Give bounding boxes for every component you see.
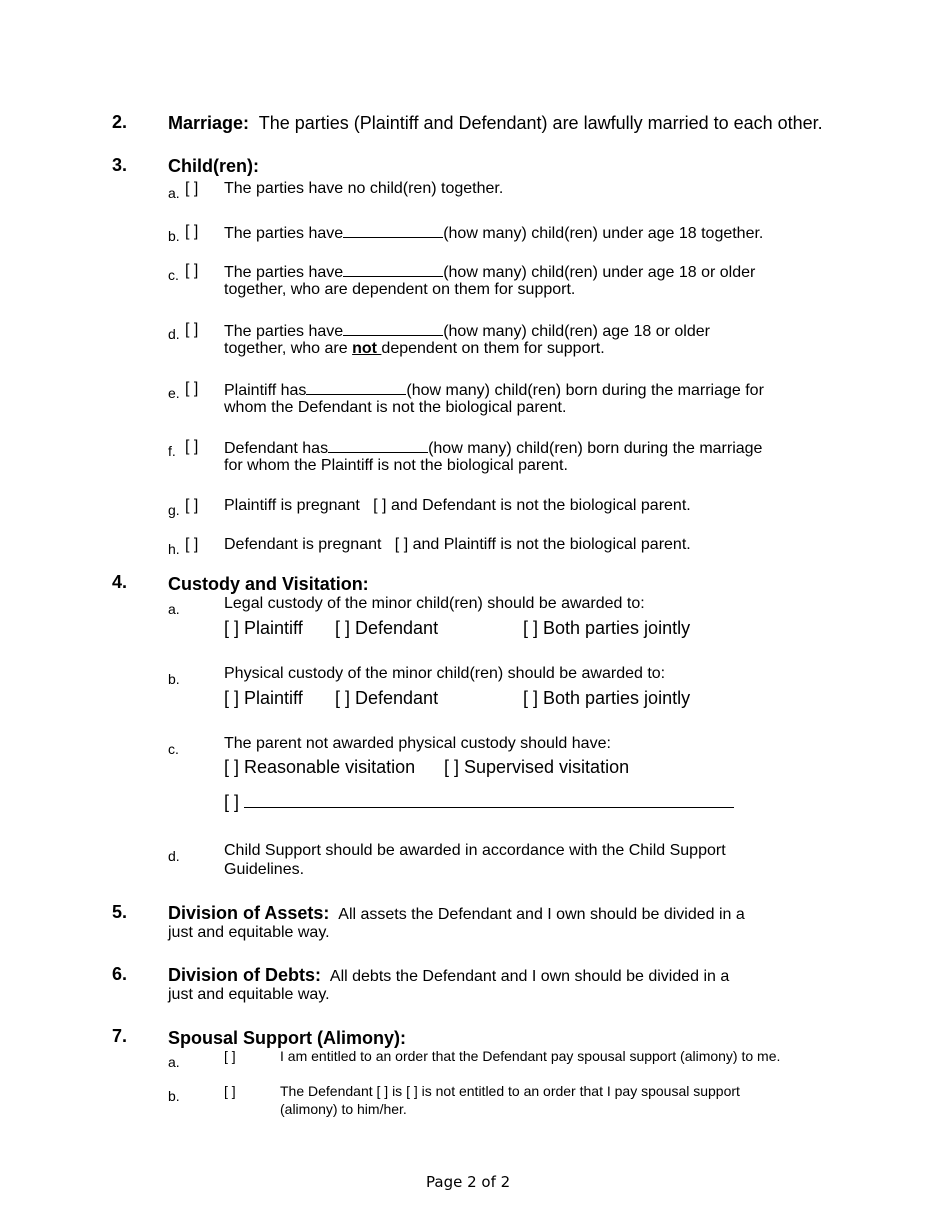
item-3a-checkbox[interactable]: [ ]: [185, 180, 199, 197]
item-4c-option-other[interactable]: [ ]: [224, 791, 734, 813]
item-3f-letter: f.: [168, 443, 176, 459]
section-5-title: Division of Assets:: [168, 903, 330, 923]
section-6-line1: Division of Debts: All debts the Defendant and I own should be divided in a: [168, 965, 730, 985]
section-5-line1: Division of Assets: All assets the Defendant and I own should be divided in a: [168, 903, 745, 923]
item-3b-checkbox[interactable]: [ ]: [185, 223, 199, 240]
item-4a-option-plaintiff[interactable]: [ ] Plaintiff: [224, 618, 303, 638]
item-7b-text: The Defendant [ ] is [ ] is not entitled to an order that I pay spousal support: [280, 1083, 740, 1099]
item-3h-checkbox[interactable]: [ ]: [185, 536, 199, 553]
section-6-line2: just and equitable way.: [168, 986, 330, 1003]
item-4b-option-joint[interactable]: [ ] Both parties jointly: [523, 688, 691, 708]
section-7-title: Spousal Support (Alimony):: [168, 1028, 406, 1048]
count-field[interactable]: [306, 380, 406, 395]
item-3a-letter: a.: [168, 185, 180, 201]
item-3h-checkbox-2[interactable]: [ ]: [394, 536, 409, 553]
item-3a-text: The parties have no child(ren) together.: [224, 180, 504, 197]
count-field[interactable]: [343, 223, 443, 238]
item-3e-line2: whom the Defendant is not the biological parent.: [224, 399, 567, 416]
item-4d-line1: Child Support should be awarded in accordance with the Child Support: [224, 842, 726, 859]
item-3g-checkbox[interactable]: [ ]: [185, 497, 199, 514]
item-7a-letter: a.: [168, 1054, 180, 1070]
item-4d-letter: d.: [168, 848, 180, 864]
section-2-text: The parties (Plaintiff and Defendant) are lawfully married to each other.: [258, 113, 823, 133]
item-3c-text: The parties have (how many) child(ren) under age 18 or older: [224, 264, 756, 281]
item-4b-option-defendant[interactable]: [ ] Defendant: [335, 688, 439, 708]
section-6-number: 6.: [112, 964, 128, 984]
item-3d-letter: d.: [168, 326, 180, 342]
item-3f-line2: for whom the Plaintiff is not the biological parent.: [224, 457, 568, 474]
count-field[interactable]: [328, 438, 428, 453]
other-visitation-field[interactable]: [244, 791, 734, 808]
item-3g-letter: g.: [168, 502, 180, 518]
item-3d-line2: together, who are not dependent on them for support.: [224, 340, 605, 357]
item-4c-option-reasonable[interactable]: [ ] Reasonable visitation: [224, 757, 416, 777]
section-5-number: 5.: [112, 902, 128, 922]
item-3g-text: Plaintiff is pregnant [ ] and Defendant is not the biological parent.: [224, 497, 691, 514]
page-number: Page 2 of 2: [426, 1173, 511, 1191]
item-3e-text: Plaintiff has (how many) child(ren) born during the marriage for: [224, 382, 764, 399]
item-3b-text: The parties have (how many) child(ren) under age 18 together.: [224, 225, 764, 242]
item-7a-text: I am entitled to an order that the Defendant pay spousal support (alimony) to me.: [280, 1048, 781, 1064]
item-3e-checkbox[interactable]: [ ]: [185, 380, 199, 397]
section-7-number: 7.: [112, 1026, 128, 1046]
item-7a-checkbox[interactable]: [ ]: [224, 1048, 236, 1064]
item-3g-checkbox-2[interactable]: [ ]: [373, 497, 387, 514]
item-4d-line2: Guidelines.: [224, 861, 305, 878]
item-4c-letter: c.: [168, 741, 179, 757]
count-field[interactable]: [343, 321, 443, 336]
section-4-title: Custody and Visitation:: [168, 574, 369, 594]
item-3f-text: Defendant has (how many) child(ren) born during the marriage: [224, 440, 763, 457]
item-4a-option-joint[interactable]: [ ] Both parties jointly: [523, 618, 691, 638]
section-2-title: Marriage:: [168, 113, 250, 133]
item-7b-letter: b.: [168, 1088, 180, 1104]
item-3h-letter: h.: [168, 541, 180, 557]
item-3f-checkbox[interactable]: [ ]: [185, 438, 199, 455]
section-5-line2: just and equitable way.: [168, 924, 330, 941]
item-3b-letter: b.: [168, 228, 180, 244]
item-3e-letter: e.: [168, 385, 180, 401]
item-4a-letter: a.: [168, 601, 180, 617]
section-2-line: [168, 113, 823, 134]
item-3c-checkbox[interactable]: [ ]: [185, 262, 199, 279]
item-7b-checkbox[interactable]: [ ]: [224, 1083, 236, 1099]
not-emphasis: not: [352, 340, 382, 357]
section-4-number: 4.: [112, 572, 128, 592]
item-4a-text: Legal custody of the minor child(ren) should be awarded to:: [224, 595, 645, 612]
item-4a-option-defendant[interactable]: [ ] Defendant: [335, 618, 439, 638]
item-3d-text: The parties have (how many) child(ren) age 18 or older: [224, 323, 710, 340]
item-3c-line2: together, who are dependent on them for support.: [224, 281, 576, 298]
item-3d-checkbox[interactable]: [ ]: [185, 321, 199, 338]
item-4c-option-supervised[interactable]: [ ] Supervised visitation: [444, 757, 630, 777]
section-6-title: Division of Debts:: [168, 965, 322, 985]
item-7b-line2: (alimony) to him/her.: [280, 1101, 407, 1117]
item-3c-letter: c.: [168, 267, 179, 283]
count-field[interactable]: [343, 262, 443, 277]
item-4b-option-plaintiff[interactable]: [ ] Plaintiff: [224, 688, 303, 708]
section-3-title: Child(ren):: [168, 156, 259, 176]
section-3-number: 3.: [112, 155, 128, 175]
item-4b-letter: b.: [168, 671, 180, 687]
item-3h-text: Defendant is pregnant [ ] and Plaintiff is not the biological parent.: [224, 536, 691, 553]
section-2-number: 2.: [112, 112, 128, 132]
item-4c-text: The parent not awarded physical custody should have:: [224, 735, 611, 752]
item-4b-text: Physical custody of the minor child(ren) should be awarded to:: [224, 665, 666, 682]
